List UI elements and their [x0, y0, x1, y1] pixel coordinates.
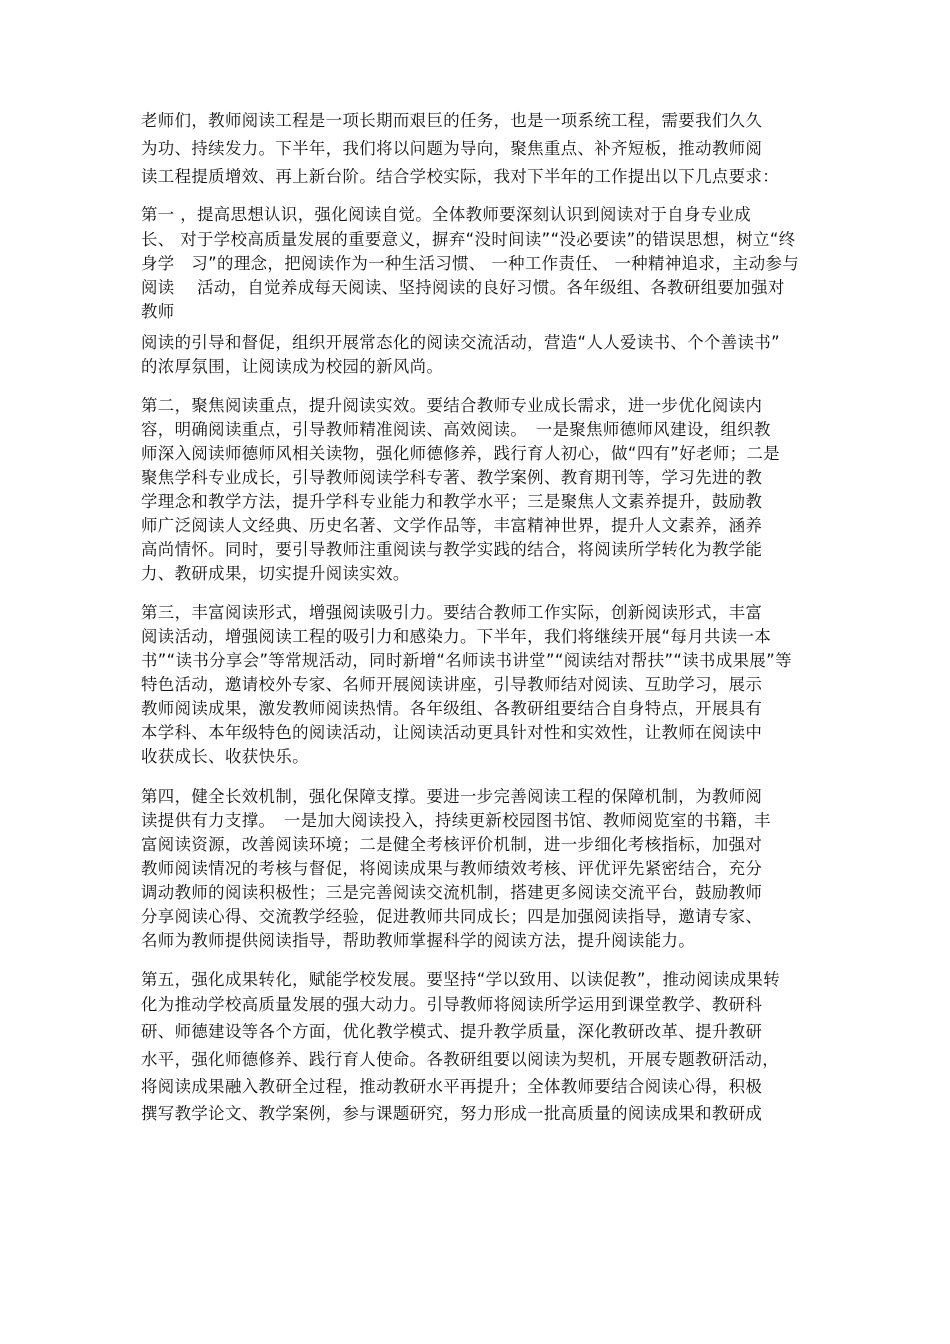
text-line: 第四，健全长效机制，强化保障支撑。要进一步完善阅读工程的保障机制，为教师阅	[141, 787, 763, 806]
text-line: 第三，丰富阅读形式，增强阅读吸引力。要结合教师工作实际，创新阅读形式，丰富	[141, 603, 763, 622]
text-line: 的浓厚氛围，让阅读成为校园的新风尚。	[141, 357, 444, 376]
text-line: 名师为教师提供阅读指导，帮助教师掌握科学的阅读方法，提升阅读能力。	[141, 931, 696, 950]
text-line: 富阅读资源，改善阅读环境；二是健全考核评价机制，进一步细化考核指标，加强对	[141, 835, 763, 854]
text-line: 书”“读书分享会”等常规活动，同时新增“名师读书讲堂”“阅读结对帮扶”“读书成果展”等	[141, 651, 792, 670]
text-line: 研、师德建设等各个方面，优化教学模式、提升教学质量，深化教研改革、提升教研	[141, 1022, 763, 1041]
text-line: 师深入阅读师德师风相关读物，强化师德修养，践行育人初心，做“四有”好老师；二是	[141, 444, 781, 463]
text-line: 第二，聚焦阅读重点，提升阅读实效。要结合教师专业成长需求，进一步优化阅读内	[141, 396, 763, 415]
text-line: 教师	[141, 302, 175, 321]
text-line: 特色活动，邀请校外专家、名师开展阅读讲座，引导教师结对阅读、互助学习，展示	[141, 675, 763, 694]
text-line: 长、 对于学校高质量发展的重要意义，摒弃“没时间读”“没必要读”的错误思想，树立“终	[141, 230, 796, 249]
text-line: 阅读活动，增强阅读工程的吸引力和感染力。下半年，我们将继续开展“每月共读一本	[141, 627, 772, 646]
text-line: 聚焦学科专业成长，引导教师阅读学科专著、教学案例、教育期刊等，学习先进的教	[141, 468, 763, 487]
text-line: 撰写教学论文、教学案例，参与课题研究，努力形成一批高质量的阅读成果和教研成	[141, 1104, 763, 1123]
text-line: 化为推动学校高质量发展的强大动力。引导教师将阅读所学运用到课堂教学、教研科	[141, 995, 763, 1014]
text-line: 身学 习”的理念，把阅读作为一种生活习惯、 一种工作责任、 一种精神追求，主动参与	[141, 254, 800, 273]
text-line: 分享阅读心得、交流教学经验，促进教师共同成长；四是加强阅读指导，邀请专家、	[141, 907, 763, 926]
text-line: 将阅读成果融入教研全过程，推动教研水平再提升；全体教师要结合阅读心得，积极	[141, 1077, 763, 1096]
text-line: 高尚情怀。同时，要引导教师注重阅读与教学实践的结合，将阅读所学转化为教学能	[141, 540, 763, 559]
text-line: 第一 ，提高思想认识，强化阅读自觉。全体教师要深刻认识到阅读对于自身专业成	[141, 205, 752, 224]
text-line: 学理念和教学方法，提升学科专业能力和教学水平；三是聚焦人文素养提升，鼓励教	[141, 492, 763, 511]
text-line: 阅读 活动，自觉养成每天阅读、坚持阅读的良好习惯。各年级组、各教研组要加强对	[141, 278, 785, 297]
text-line: 第五，强化成果转化，赋能学校发展。要坚持“学以致用、以读促教”，推动阅读成果转	[141, 970, 781, 989]
text-line: 为功、持续发力。下半年，我们将以问题为导向，聚焦重点、补齐短板，推动教师阅	[141, 139, 763, 158]
text-line: 力、教研成果，切实提升阅读实效。	[141, 564, 410, 583]
text-line: 阅读的引导和督促，组织开展常态化的阅读交流活动，营造“人人爱读书、个个善读书”	[141, 333, 781, 352]
text-line: 老师们，教师阅读工程是一项长期而艰巨的任务，也是一项系统工程，需要我们久久	[141, 111, 763, 130]
text-line: 容，明确阅读重点，引导教师精准阅读、高效阅读。 一是聚焦师德师风建设，组织教	[141, 420, 771, 439]
text-line: 师广泛阅读人文经典、历史名著、文学作品等，丰富精神世界，提升人文素养，涵养	[141, 516, 763, 535]
text-line: 调动教师的阅读积极性；三是完善阅读交流机制，搭建更多阅读交流平台，鼓励教师	[141, 883, 763, 902]
text-line: 教师阅读成果，激发教师阅读热情。各年级组、各教研组要结合自身特点，开展具有	[141, 699, 763, 718]
text-line: 读提供有力支撑。 一是加大阅读投入，持续更新校园图书馆、教师阅览室的书籍，丰	[141, 811, 771, 830]
text-line: 读工程提质增效、再上新台阶。结合学校实际，我对下半年的工作提出以下几点要求：	[141, 167, 780, 186]
text-line: 本学科、本年级特色的阅读活动，让阅读活动更具针对性和实效性，让教师在阅读中	[141, 723, 763, 742]
text-line: 水平，强化师德修养、践行育人使命。各教研组要以阅读为契机，开展专题教研活动，	[141, 1050, 780, 1069]
text-line: 收获成长、收获快乐。	[141, 747, 309, 766]
text-line: 教师阅读情况的考核与督促，将阅读成果与教师绩效考核、评优评先紧密结合，充分	[141, 859, 763, 878]
